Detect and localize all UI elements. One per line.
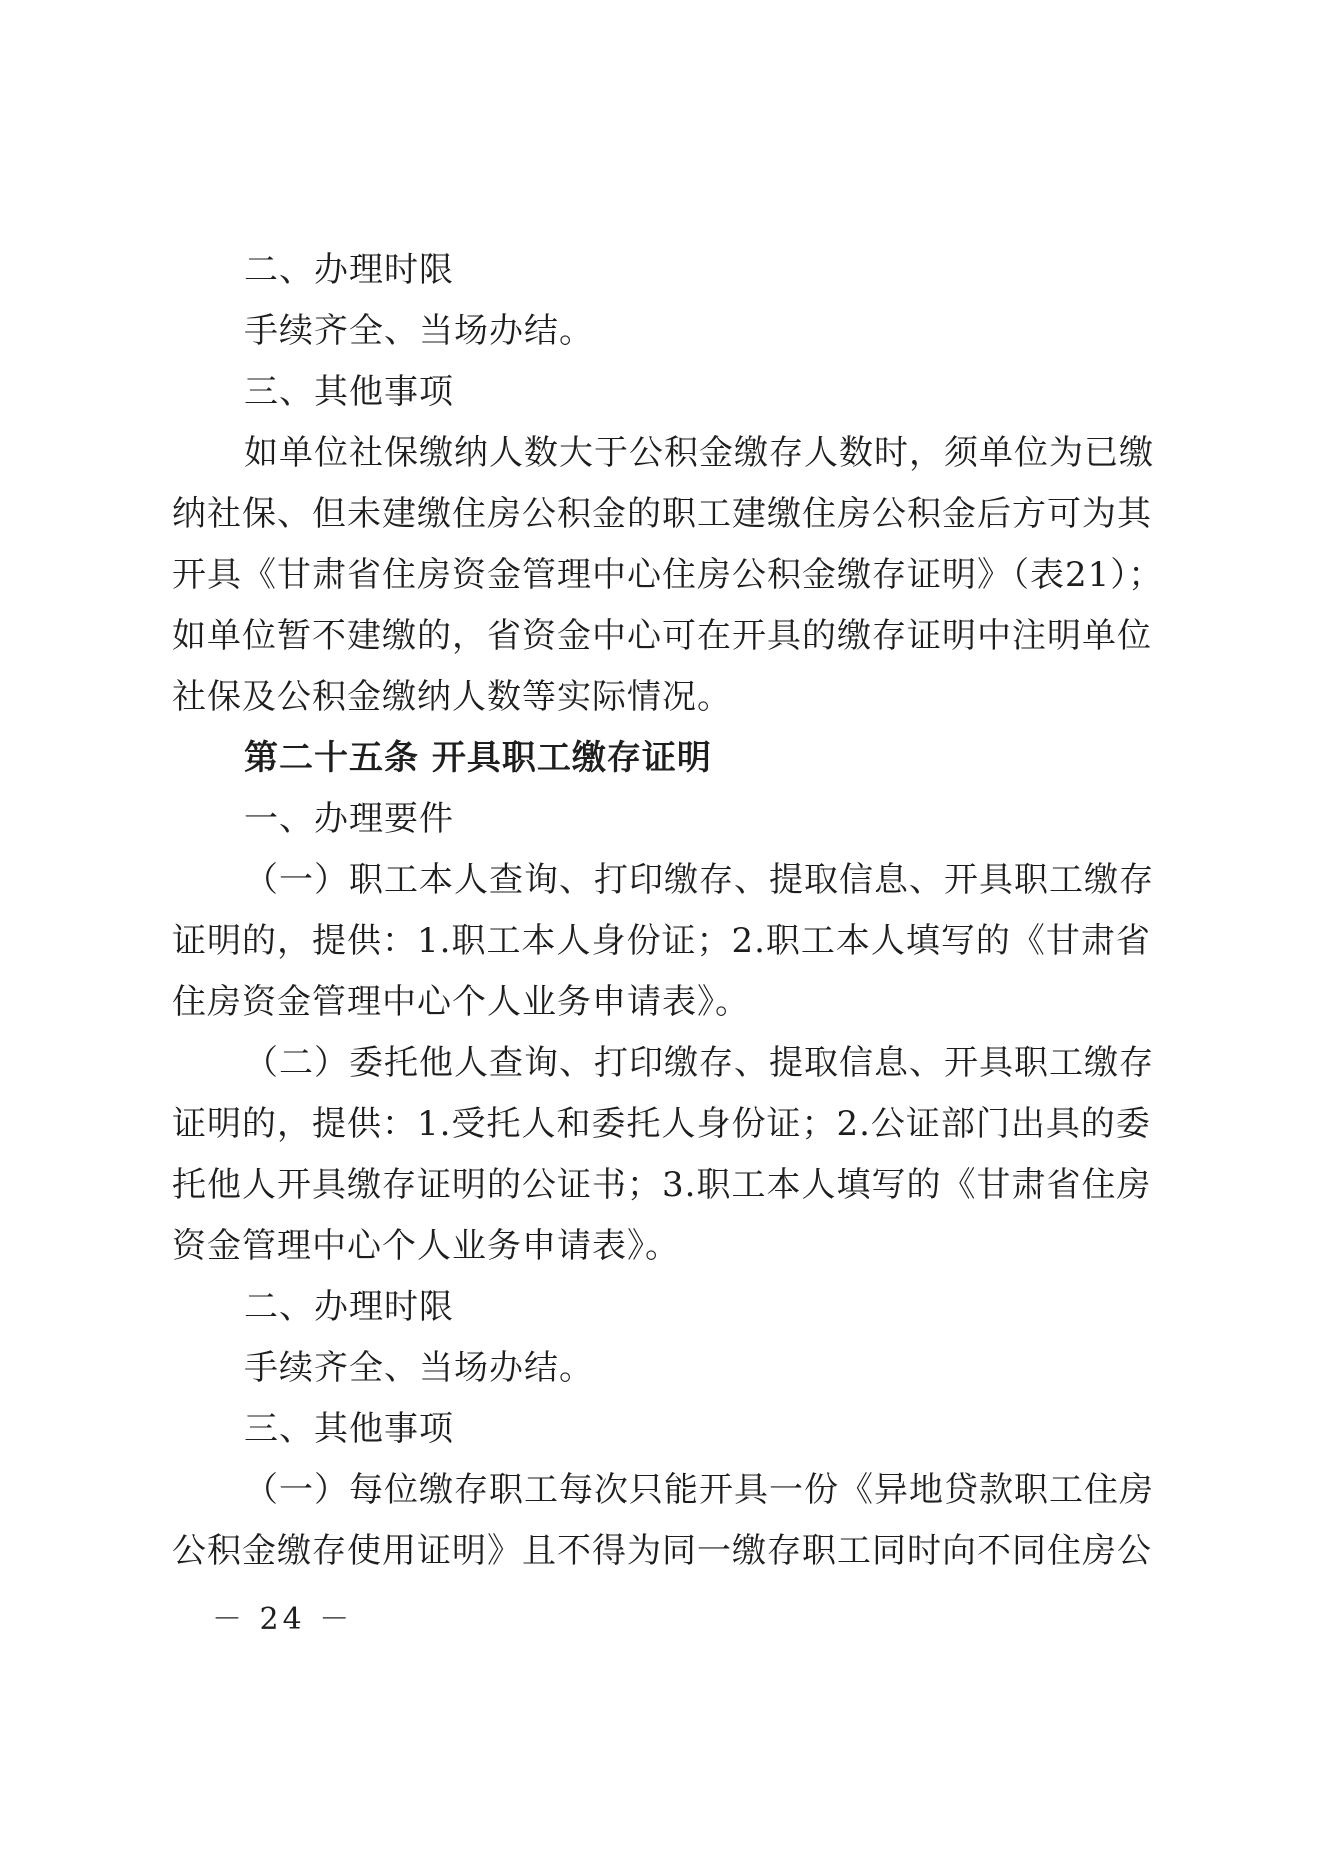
paragraph-line: 手续齐全、当场办结。 (244, 311, 594, 351)
article-heading: 第二十五条 开具职工缴存证明 (244, 738, 712, 778)
paragraph-line: （二）委托他人查询、打印缴存、提取信息、开具职工缴存 (244, 1043, 1154, 1083)
paragraph-line: 证明的，提供：1.职工本人身份证；2.职工本人填写的《甘肃省 (172, 921, 1151, 961)
section-heading-other-matters: 三、其他事项 (244, 372, 454, 412)
paragraph-line: 托他人开具缴存证明的公证书；3.职工本人填写的《甘肃省住房 (172, 1165, 1152, 1205)
paragraph-line: （一）职工本人查询、打印缴存、提取信息、开具职工缴存 (244, 860, 1154, 900)
paragraph-line: 资金管理中心个人业务申请表》。 (172, 1226, 680, 1266)
section-heading-other-matters: 三、其他事项 (244, 1409, 454, 1449)
paragraph-line: 证明的，提供：1.受托人和委托人身份证；2.公证部门出具的委 (172, 1104, 1151, 1144)
paragraph-line: 公积金缴存使用证明》且不得为同一缴存职工同时向不同住房公 (172, 1531, 1152, 1571)
page-number: － 24 － (212, 1602, 354, 1637)
section-heading-time-limit: 二、办理时限 (244, 1287, 454, 1327)
paragraph-line: （一）每位缴存职工每次只能开具一份《异地贷款职工住房 (244, 1470, 1154, 1510)
paragraph-line: 如单位暂不建缴的，省资金中心可在开具的缴存证明中注明单位 (172, 616, 1152, 656)
paragraph-line: 住房资金管理中心个人业务申请表》。 (172, 982, 750, 1022)
section-heading-time-limit: 二、办理时限 (244, 250, 454, 290)
paragraph-line: 手续齐全、当场办结。 (244, 1348, 594, 1388)
paragraph-line: 开具《甘肃省住房资金管理中心住房公积金缴存证明》（表21）； (172, 555, 1164, 595)
paragraph-line: 社保及公积金缴纳人数等实际情况。 (172, 677, 732, 717)
paragraph-line: 如单位社保缴纳人数大于公积金缴存人数时，须单位为已缴 (244, 433, 1154, 473)
section-heading-requirements: 一、办理要件 (244, 799, 454, 839)
paragraph-line: 纳社保、但未建缴住房公积金的职工建缴住房公积金后方可为其 (172, 494, 1152, 534)
